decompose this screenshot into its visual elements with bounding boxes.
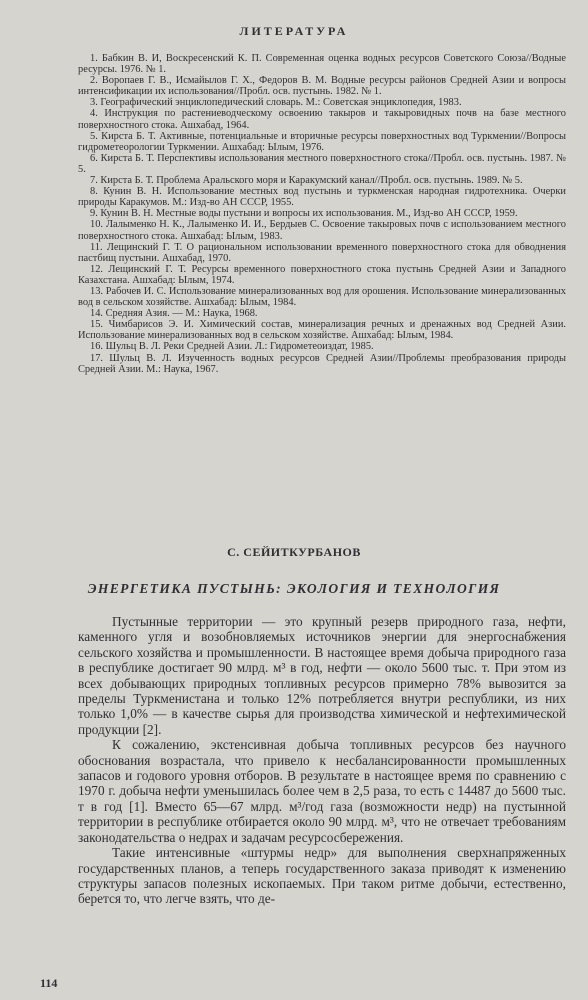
reference-item: 13. Рабочев И. С. Использование минерализованных вод для орошения. Использование минерализованных вод в сельском хозяйстве. Ашхабад: Ылым, 1984.: [78, 285, 566, 309]
reference-item: 8. Кунин В. Н. Использование местных вод пустынь и туркменская народная гидротехника. Очерки природы Каракумов. М.: Изд-во АН СССР, 1955.: [78, 186, 566, 209]
article-body: [78, 614, 566, 907]
reference-item: 12. Лещинский Г. Т. Ресурсы временного поверхностного стока пустынь Средней Азии и Западного Казахстана. Ашхабад: Ылым, 1974.: [78, 263, 566, 286]
reference-list: [78, 53, 566, 375]
article-title: ЭНЕРГЕТИКА ПУСТЫНЬ: ЭКОЛОГИЯ И ТЕХНОЛОГИЯ: [87, 581, 501, 596]
body-paragraph: Пустынные территории — это крупный резерв природного газа, нефти, каменного угля и возобновляемых источников энергии для энергоснабжения сельского хозяйства и промышленности. В настоящее время добыча природного газа в республике достигает 90 млрд. м³ в год, нефти — около 5600 тыс. т. При этом из всех добывающих природных топливных ресурсов примерно 78% вывозится за пределы Туркменистана и только 12% потребляется внутри республики, из них только 1,0% — в качестве сырья для производства химической и нефтехимической продукции [2].: [78, 614, 566, 737]
reference-item: 7. Кирста Б. Т. Проблема Аральского моря и Каракумский канал//Пробл. осв. пустынь. 1989. № 5.: [90, 175, 523, 187]
body-paragraph: Такие интенсивные «штурмы недр» для выполнения сверхнапряженных государственных планов, а теперь государственного заказа приводят к изменению структуры запасов полезных ископаемых. При таком ритме добычи, естественно, берется то, что легче взять, что де-: [78, 845, 566, 907]
reference-item: 6. Кирста Б. Т. Перспективы использования местного поверхностного стока//Пробл. осв. пустынь. 1987. № 5.: [78, 152, 566, 175]
literature-heading: ЛИТЕРАТУРА: [239, 24, 349, 38]
reference-item: 3. Географический энциклопедический словарь. М.: Советская энциклопедия, 1983.: [90, 97, 462, 109]
reference-item: 9. Кунин В. Н. Местные воды пустыни и вопросы их использования. М., Изд-во АН СССР, 1959.: [90, 208, 518, 220]
reference-item: 10. Лалыменко Н. К., Лалыменко И. И., Бердыев С. Освоение такыровых почв с использованием местного поверхностного стока. Ашхабад: Ылым, 1983.: [78, 219, 566, 242]
reference-item: 2. Воропаев Г. В., Исмайылов Г. Х., Федоров В. М. Водные ресурсы районов Средней Азии и вопросы интенсификации их использования//Пробл. осв. пустынь. 1982. № 1.: [78, 75, 566, 98]
reference-item: 11. Лещинский Г. Т. О рациональном использовании временного поверхностного стока для обводнения пастбищ пустыни. Ашхабад, 1970.: [78, 241, 566, 264]
article-author: С. СЕЙИТКУРБАНОВ: [227, 545, 361, 559]
reference-item: 16. Шульц В. Л. Реки Средней Азии. Л.: Гидрометеоиздат, 1985.: [90, 341, 374, 353]
reference-item: 15. Чимбарисов Э. И. Химический состав, минерализация речных и дренажных вод Средней Азии. Использование минерализованных вод в сельском хозяйстве. Ашхабад: Ылым, 1984.: [78, 319, 566, 342]
reference-item: 1. Бабкин В. И, Воскресенский К. П. Современная оценка водных ресурсов Советского Союза//Водные ресурсы. 1976. № 1.: [78, 53, 566, 76]
page-number: 114: [40, 976, 58, 990]
reference-item: 17. Шульц В. Л. Изученность водных ресурсов Средней Азии//Проблемы преобразования природы Средней Азии. М.: Наука, 1967.: [78, 352, 566, 375]
reference-item: 14. Средняя Азия. — М.: Наука, 1968.: [90, 308, 258, 320]
reference-item: 4. Инструкция по растениеводческому освоению такыров и такыровидных почв на базе местного поверхностного стока. Ашхабад, 1964.: [78, 108, 566, 131]
body-paragraph: К сожалению, экстенсивная добыча топливных ресурсов без научного обоснования возрастала, что привело к несбалансированности промышленных запасов и годового уровня отборов. В результате в настоящее время по сравнению с 1970 г. добыча нефти уменьшилась более чем в 2,5 раза, то есть с 14487 до 5600 тыс. т в год [1]. Вместо 65—67 млрд. м³/год газа (возможности недр) на пустынной территории в республике отбирается около 90 млрд. м³, что не отвечает требованиям законодательства о недрах и задачам ресурсосбережения.: [78, 737, 566, 845]
reference-item: 5. Кирста Б. Т. Активные, потенциальные и вторичные ресурсы поверхностных вод Туркмении//Вопросы гидрометеорологии Туркмении. Ашхабад: Ылым, 1976.: [78, 130, 566, 153]
